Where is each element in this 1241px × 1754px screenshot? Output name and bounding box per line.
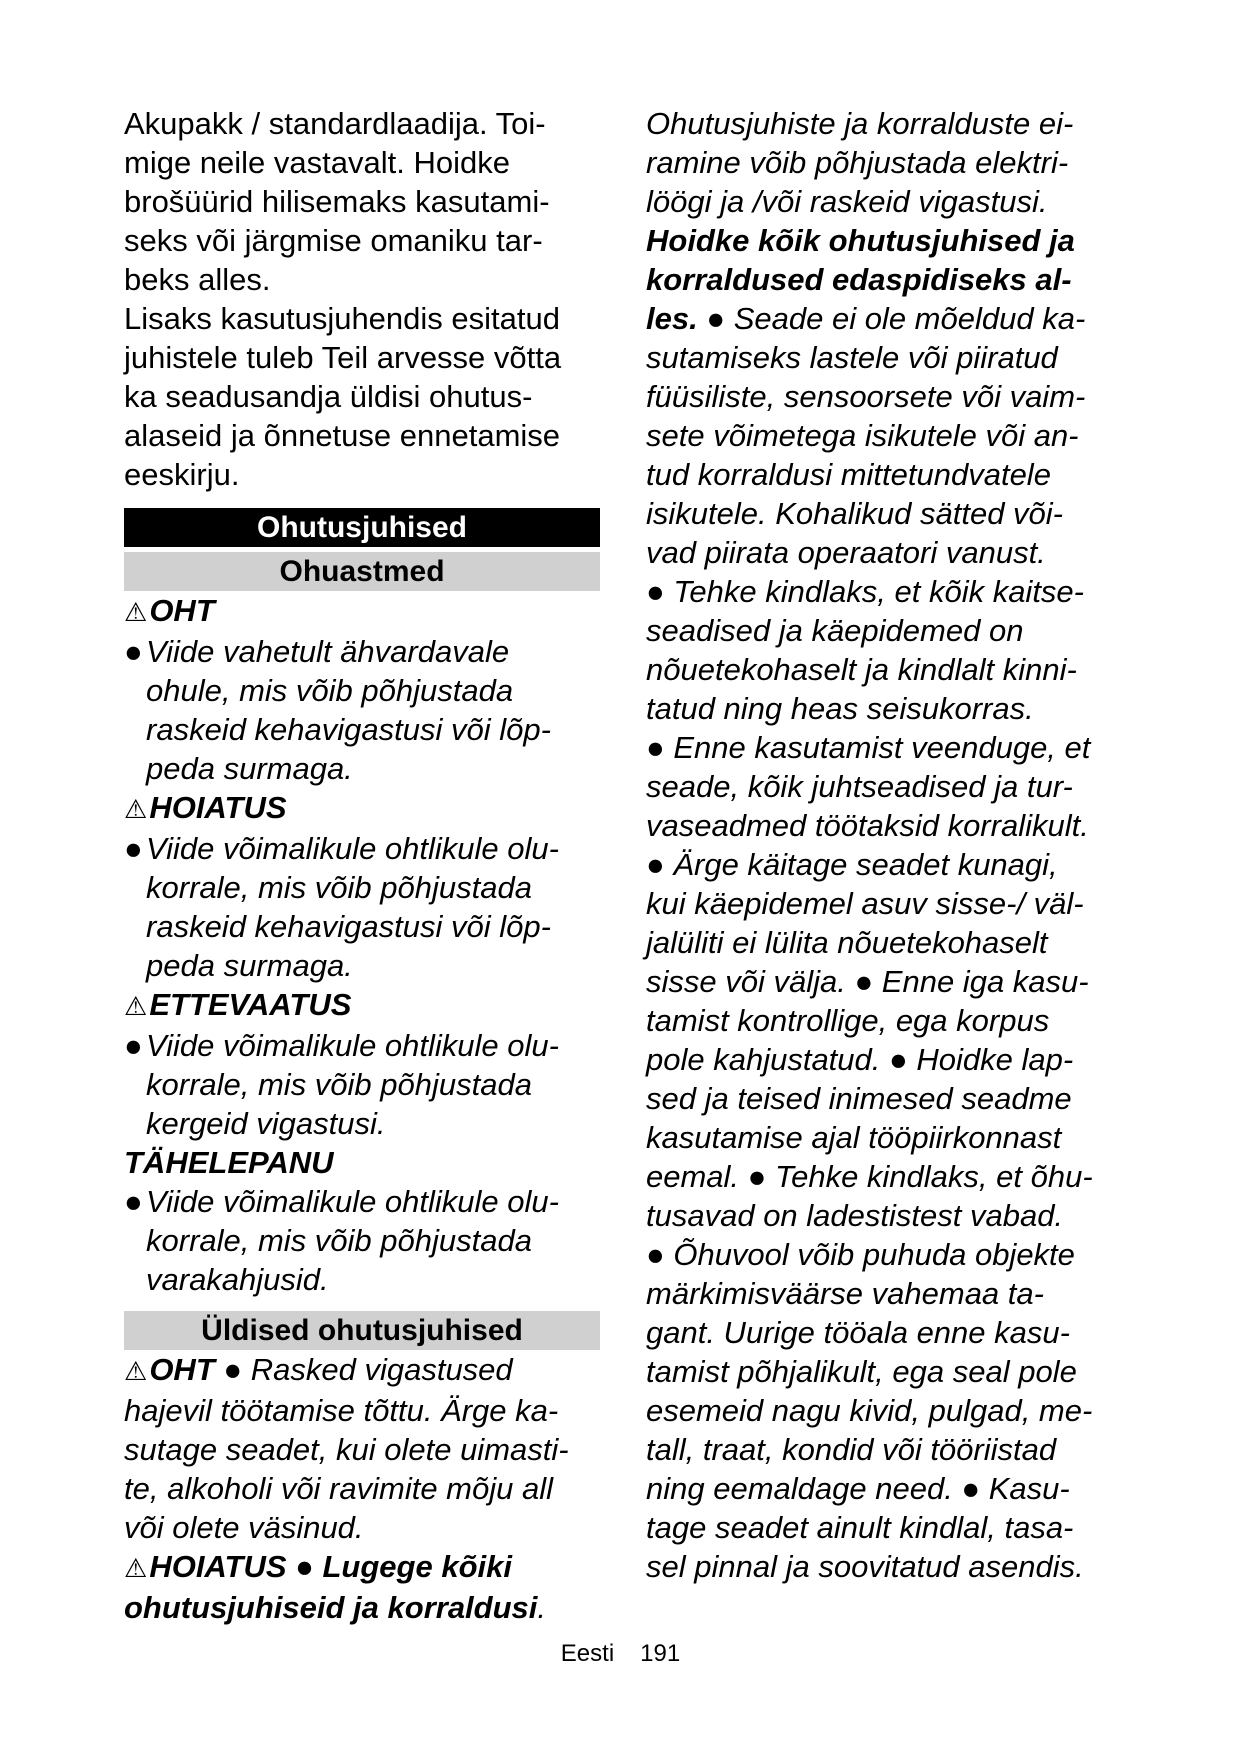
level-description [124,632,600,788]
subsection-heading-hazard-levels: Ohuastmed [124,552,600,591]
warning-paragraph-first-line: ⚠HOIATUS ● Lugege kõiki [124,1547,600,1588]
bullet-icon: ● [124,634,143,669]
text-line: gant. Uurige tööala enne kasu- [646,1315,1070,1350]
text-line: sutage seadet, kui olete uimasti- [124,1432,569,1467]
text-line: ● Ärge käitage seadet kunagi, [646,847,1058,882]
text-line: sete võimetega isikutele või an- [646,418,1079,453]
bullet-icon: ● [223,1352,243,1387]
text-line: ● Enne kasutamist veenduge, et [646,730,1091,765]
text-line: Ohutusjuhiste ja korralduste ei- [646,106,1074,141]
hazard-level-caution [124,985,600,1143]
bullet-icon: ● [124,1184,143,1219]
text-line: seadised ja käepidemed on [646,613,1024,648]
text-line: esemeid nagu kivid, pulgad, me- [646,1393,1093,1428]
text-line: korrale, mis võib põhjustada [146,1223,532,1258]
text-line: tud korraldusi mittetundvatele [646,457,1051,492]
text-line: Viide vahetult ähvardavale [146,634,510,669]
text-line: te, alkoholi või ravimite mõju all [124,1471,554,1506]
level-description [124,829,600,985]
warning-triangle-icon: ⚠ [124,597,148,627]
right-column [646,104,1122,1586]
level-title: ⚠HOIATUS [124,788,600,829]
text-line: tall, traat, kondid või tööriistad [646,1432,1057,1467]
warning-triangle-icon: ⚠ [124,991,148,1021]
bullet-icon: ● [295,1549,314,1584]
page-number: 191 [640,1640,681,1667]
text-line: Lisaks kasutusjuhendis esitatud [124,301,560,336]
text-line: ● Tehke kindlaks, et kõik kaitse- [646,574,1084,609]
general-safety-text [124,1350,600,1627]
text-line: sed ja teised inimesed seadme [646,1081,1072,1116]
subsection-heading-general-safety: Üldised ohutusjuhised [124,1311,600,1350]
bullet-icon: ● [124,1028,143,1063]
intro-text [124,104,600,494]
warning-triangle-icon: ⚠ [124,1553,148,1583]
text-line: ramine võib põhjustada elektri- [646,145,1069,180]
text-line: Viide võimalikule ohtlikule olu- [146,1184,559,1219]
text-line: tamist kontrollige, ega korpus [646,1003,1050,1038]
text-line: tamist põhjalikult, ega seal pole [646,1354,1077,1389]
text-line: vaseadmed töötaksid korralikult. [646,808,1089,843]
level-title: TÄHELEPANU [124,1145,334,1180]
bullet-icon: ● [124,831,143,866]
text-line: korrale, mis võib põhjustada [146,870,532,905]
text-line: seks või järgmise omaniku tar- [124,223,543,258]
text-line: hajevil töötamise tõttu. Ärge ka- [124,1393,559,1428]
text-line: sisse või välja. ● Enne iga kasu- [646,964,1089,999]
text-line: eemal. ● Tehke kindlaks, et õhu- [646,1159,1093,1194]
text-line: les. ● Seade ei ole mõeldud ka- [646,301,1086,336]
level-title: ⚠ETTEVAATUS [124,985,600,1026]
text-line: sel pinnal ja soovitatud asendis. [646,1549,1084,1584]
left-column [124,104,600,1627]
text-line: korraldused edaspidiseks al- [646,262,1072,297]
text-line: Hoidke kõik ohutusjuhised ja [646,223,1075,258]
level-title: ⚠OHT [124,591,600,632]
text-line: ● Õhuvool võib puhuda objekte [646,1237,1075,1272]
text-line: alaseid ja õnnetuse ennetamise [124,418,561,453]
text-line: tusavad on ladestistest vabad. [646,1198,1064,1233]
text-line: kergeid vigastusi. [146,1106,386,1141]
text-line: juhistele tuleb Teil arvesse võtta [124,340,562,375]
text-line: või olete väsinud. [124,1510,364,1545]
text-line: jalüliti ei lülita nõuetekohaselt [646,925,1048,960]
text-line: pole kahjustatud. ● Hoidke lap- [646,1042,1074,1077]
text-line: ka seadusandja üldisi ohutus- [124,379,533,414]
level-description [124,1026,600,1143]
text-line: tage seadet ainult kindlal, tasa- [646,1510,1074,1545]
text-line: kui käepidemel asuv sisse-/ väl- [646,886,1084,921]
danger-paragraph-first-line: ⚠OHT ● Rasked vigastused [124,1350,600,1391]
text-line: Viide võimalikule ohtlikule olu- [146,831,559,866]
text-line: sutamiseks lastele või piiratud [646,340,1058,375]
text-line: ning eemaldage need. ● Kasu- [646,1471,1070,1506]
text-line: mige neile vastavalt. Hoidke [124,145,510,180]
text-line: isikutele. Kohalikud sätted või- [646,496,1064,531]
text-line: märkimisväärse vahemaa ta- [646,1276,1044,1311]
text-line: raskeid kehavigastusi või lõp- [146,909,551,944]
bullet-icon: ● [706,301,726,336]
text-line: raskeid kehavigastusi või lõp- [146,712,551,747]
footer-language: Eesti [560,1640,615,1667]
hazard-level-notice [124,1143,600,1299]
text-line: tatud ning heas seisukorras. [646,691,1034,726]
text-line: korrale, mis võib põhjustada [146,1067,532,1102]
text-line: brošüürid hilisemaks kasutami- [124,184,550,219]
section-heading-safety: Ohutusjuhised [124,508,600,547]
warning-triangle-icon: ⚠ [124,1356,148,1386]
text-line: Viide võimalikule ohtlikule olu- [146,1028,559,1063]
warning-paragraph-second-line: ohutusjuhiseid ja korraldusi. [124,1590,547,1625]
warning-triangle-icon: ⚠ [124,794,148,824]
level-description [124,1182,600,1299]
text-line: peda surmaga. [146,751,353,786]
text-line: beks alles. [124,262,271,297]
text-line: Akupakk / standardlaadija. Toi- [124,106,546,141]
text-line: nõuetekohaselt ja kindlalt kinni- [646,652,1077,687]
text-line: seade, kõik juhtseadised ja tur- [646,769,1073,804]
hazard-level-danger [124,591,600,788]
text-line: eeskirju. [124,457,240,492]
text-line: ohule, mis võib põhjustada [146,673,514,708]
text-line: vad piirata operaatori vanust. [646,535,1046,570]
text-line: kasutamise ajal tööpiirkonnast [646,1120,1062,1155]
page-footer [0,1640,1241,1668]
text-line: löögi ja /või raskeid vigastusi. [646,184,1048,219]
right-body-text [646,338,1122,1586]
hazard-level-warning [124,788,600,985]
text-line: füüsiliste, sensoorsete või vaim- [646,379,1086,414]
text-line: peda surmaga. [146,948,353,983]
text-line: varakahjusid. [146,1262,329,1297]
